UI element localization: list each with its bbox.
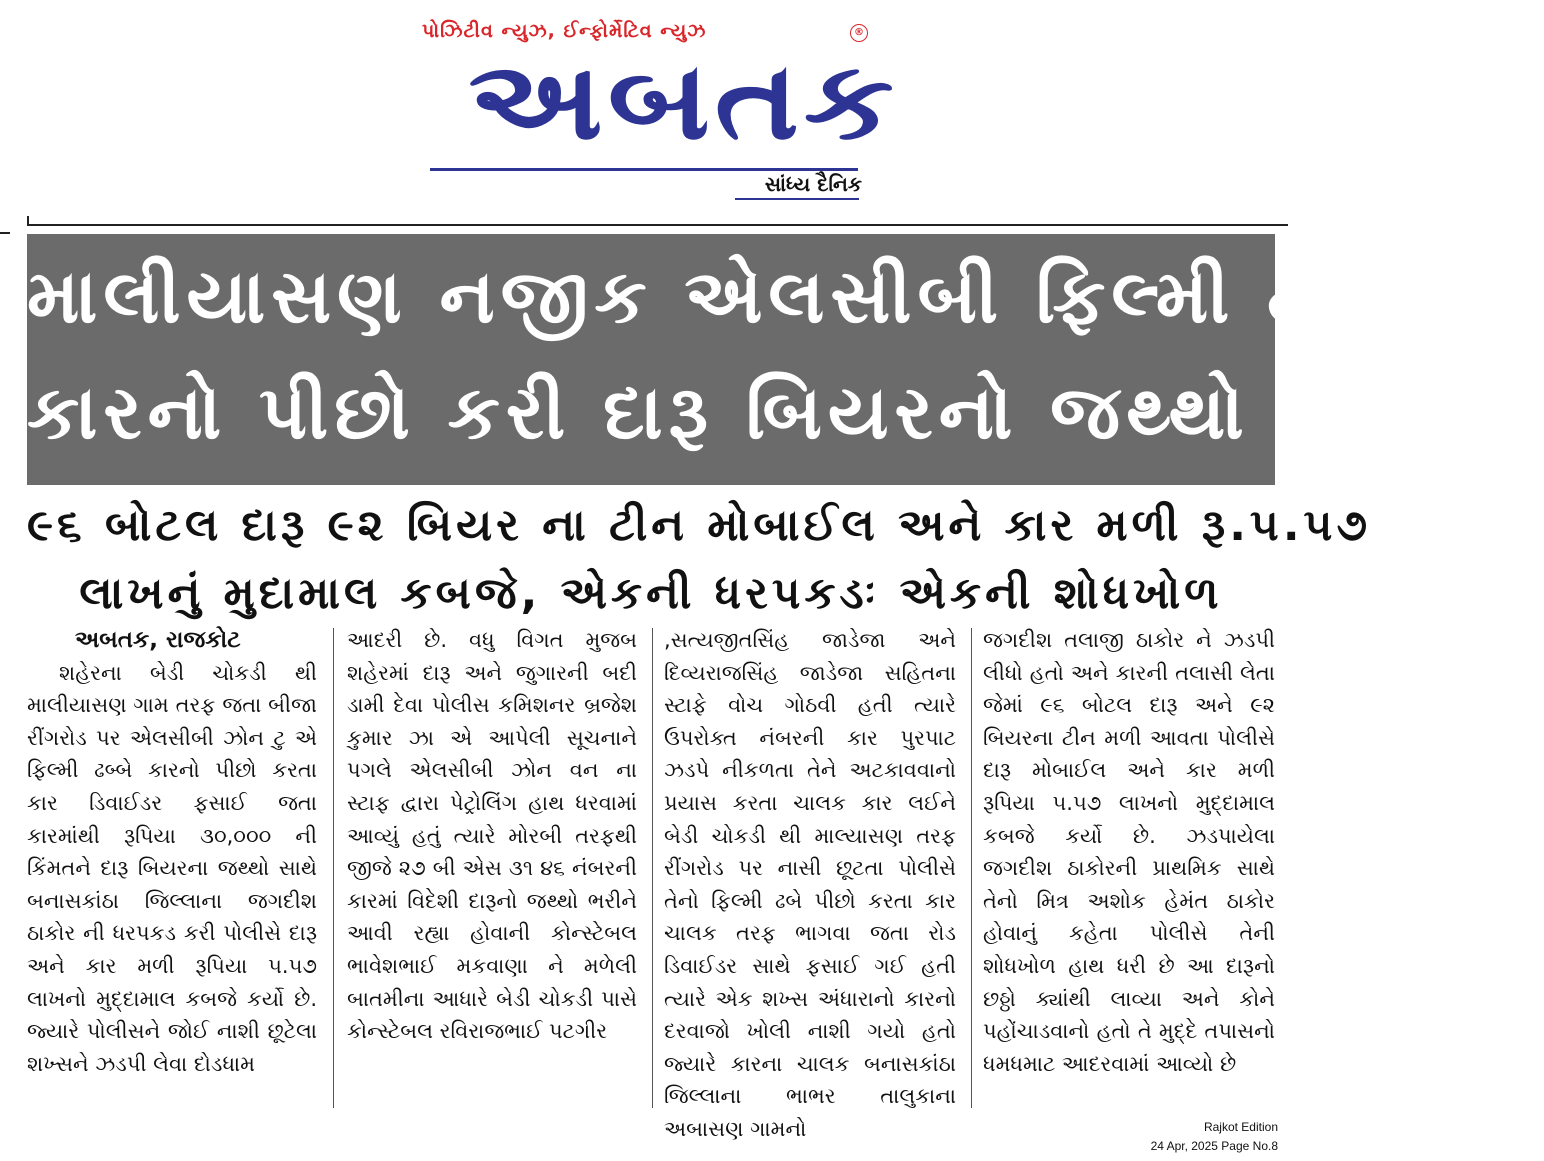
- article-column-3: [664, 624, 956, 1141]
- article-column-1: [27, 624, 317, 1114]
- dateline: અબતક, રાજકોટ: [75, 627, 241, 653]
- column-divider: [333, 628, 334, 1108]
- headline-line-2: કારનો પીછો કરી દારૂ બિયરનો જથ્થો પકડાયો: [27, 370, 1544, 456]
- edition-date-page: 24 Apr, 2025 Page No.8: [1150, 1139, 1278, 1153]
- headline-banner: [27, 234, 1544, 485]
- column-text: આદરી છે. વધુ વિગત મુજબ શહેરમાં દારૂ અને જુગારની બદી ડામી દેવા પોલીસ કમિશનર બ્રજેશ કુમાર ઝા એ આપેલી સૂચનાને પગલે એલસીબી ઝોન વન ના સ્ટાફ દ્વારા પેટ્રોલિંગ હાથ ધરવામાં આવ્યું હતું ત્યારે મોરબી તરફથી જીજે ૨૭ બી એસ ૩૧ ૪૬ નંબરની કારમાં વિદેશી દારૂનો જથ્થો ભરીને આવી રહ્યા હોવાની કોન્સ્ટેબલ ભાવેશભાઈ મકવાણા ને મળેલી બાતમીના આધારે બેડી ચોકડી પાસે કોન્સ્ટેબલ રવિરાજભાઈ પટગીર: [347, 628, 637, 1044]
- newspaper-logo: અબતક: [468, 39, 899, 164]
- masthead-subtitle: સાંધ્ય દૈનિક: [764, 172, 862, 196]
- masthead: [0, 0, 1288, 215]
- edition-name: Rajkot Edition: [1203, 1120, 1278, 1134]
- column-text: ,સત્યજીતસિંહ જાડેજા અને દિવ્યરાજસિંહ જાડેજા સહિતના સ્ટાફે વોચ ગોઠવી હતી ત્યારે ઉપરોક્ત નંબરની કાર પુરપાટ ઝડપે નીકળતા તેને અટકાવવાનો પ્રયાસ કરતા ચાલક કાર લઈને બેડી ચોકડી થી માલ્યાસણ તરફ રીંગરોડ પર નાસી છૂટતા પોલીસે તેનો ફિલ્મી ઢબે પીછો કરતા કાર ચાલક તરફ ભાગવા જતા રોડ ડિવાઈડર સાથે ફસાઈ ગઈ હતી ત્યારે એક શખ્સ અંધારાનો કારનો દરવાજો ખોલી નાશી ગયો હતો જ્યારે કારના ચાલક બનાસકાંઠા જિલ્લાના ભાભર તાલુકાના અબાસણ ગામનો: [664, 628, 956, 1141]
- logo-underline: [430, 168, 858, 171]
- column-divider: [971, 628, 972, 1108]
- registered-trademark-icon: ®: [850, 24, 868, 42]
- column-text: જગદીશ તલાજી ઠાકોર ને ઝડપી લીધો હતો અને કારની તલાસી લેતા જેમાં ૯૬ બોટલ દારૂ અને ૯૨ બિયરના ટીન મળી આવતા પોલીસે દારૂ મોબાઈલ અને કાર મળી રૂપિયા ૫.૫૭ લાખનો મુદ્દામાલ કબજે કર્યો છે. ઝડપાયેલા જગદીશ ઠાકોરની પ્રાથમિક સાથે તેનો મિત્ર અશોક હેમંત ઠાકોર હોવાનું કહેતા પોલીસે તેની શોધખોળ હાથ ધરી છે આ દારૂનો છઠ્ઠો ક્યાંથી લાવ્યા અને કોને પહોંચાડવાનો હતો તે મુદ્દે તપાસનો ધમધમાટ આદરવામાં આવ્યો છે: [983, 628, 1275, 1076]
- column-divider: [652, 628, 653, 1108]
- edition-info: [1078, 1118, 1278, 1156]
- subtitle-underline: [735, 198, 859, 200]
- headline-line-1: માલીયાસણ નજીક એલસીબી ફિલ્મી ઢબ્બે: [27, 254, 1420, 340]
- article-column-2: [347, 624, 637, 1114]
- crop-mark: [0, 232, 10, 234]
- subheadline-line-2: લાખનું મુદામાલ કબજે, એકની ધરપકડઃ એકની શોધખોળ: [79, 568, 1223, 619]
- subheadline-line-1: ૯૬ બોટલ દારૂ ૯૨ બિયર ના ટીન મોબાઈલ અને કાર મળી રૂ.૫.૫૭: [27, 500, 1372, 551]
- article-column-4: [983, 624, 1275, 1114]
- masthead-tagline: પોઝિટીવ ન્યુઝ, ઈન્ફોર્મેટિવ ન્યુઝ: [422, 20, 707, 42]
- header-divider: [27, 224, 1288, 226]
- column-text: શહેરના બેડી ચોકડી થી માલીયાસણ ગામ તરફ જતા બીજા રીંગરોડ પર એલસીબી ઝોન ટુ એ ફિલ્મી ઢબ્બે કારનો પીછો કરતા કાર ડિવાઈડર ફસાઈ જતા કારમાંથી રૂપિયા ૩૦,૦૦૦ ની કિંમતને દારૂ બિયરના જથ્થો સાથે બનાસકાંઠા જિલ્લાના જગદીશ ઠાકોર ની ધરપકડ કરી પોલીસે દારૂ અને કાર મળી રૂપિયા ૫.૫૭ લાખનો મુદ્દામાલ કબજે કર્યો છે. જ્યારે પોલીસને જોઈ નાશી છૂટેલા શખ્સને ઝડપી લેવા દોડધામ: [27, 660, 317, 1076]
